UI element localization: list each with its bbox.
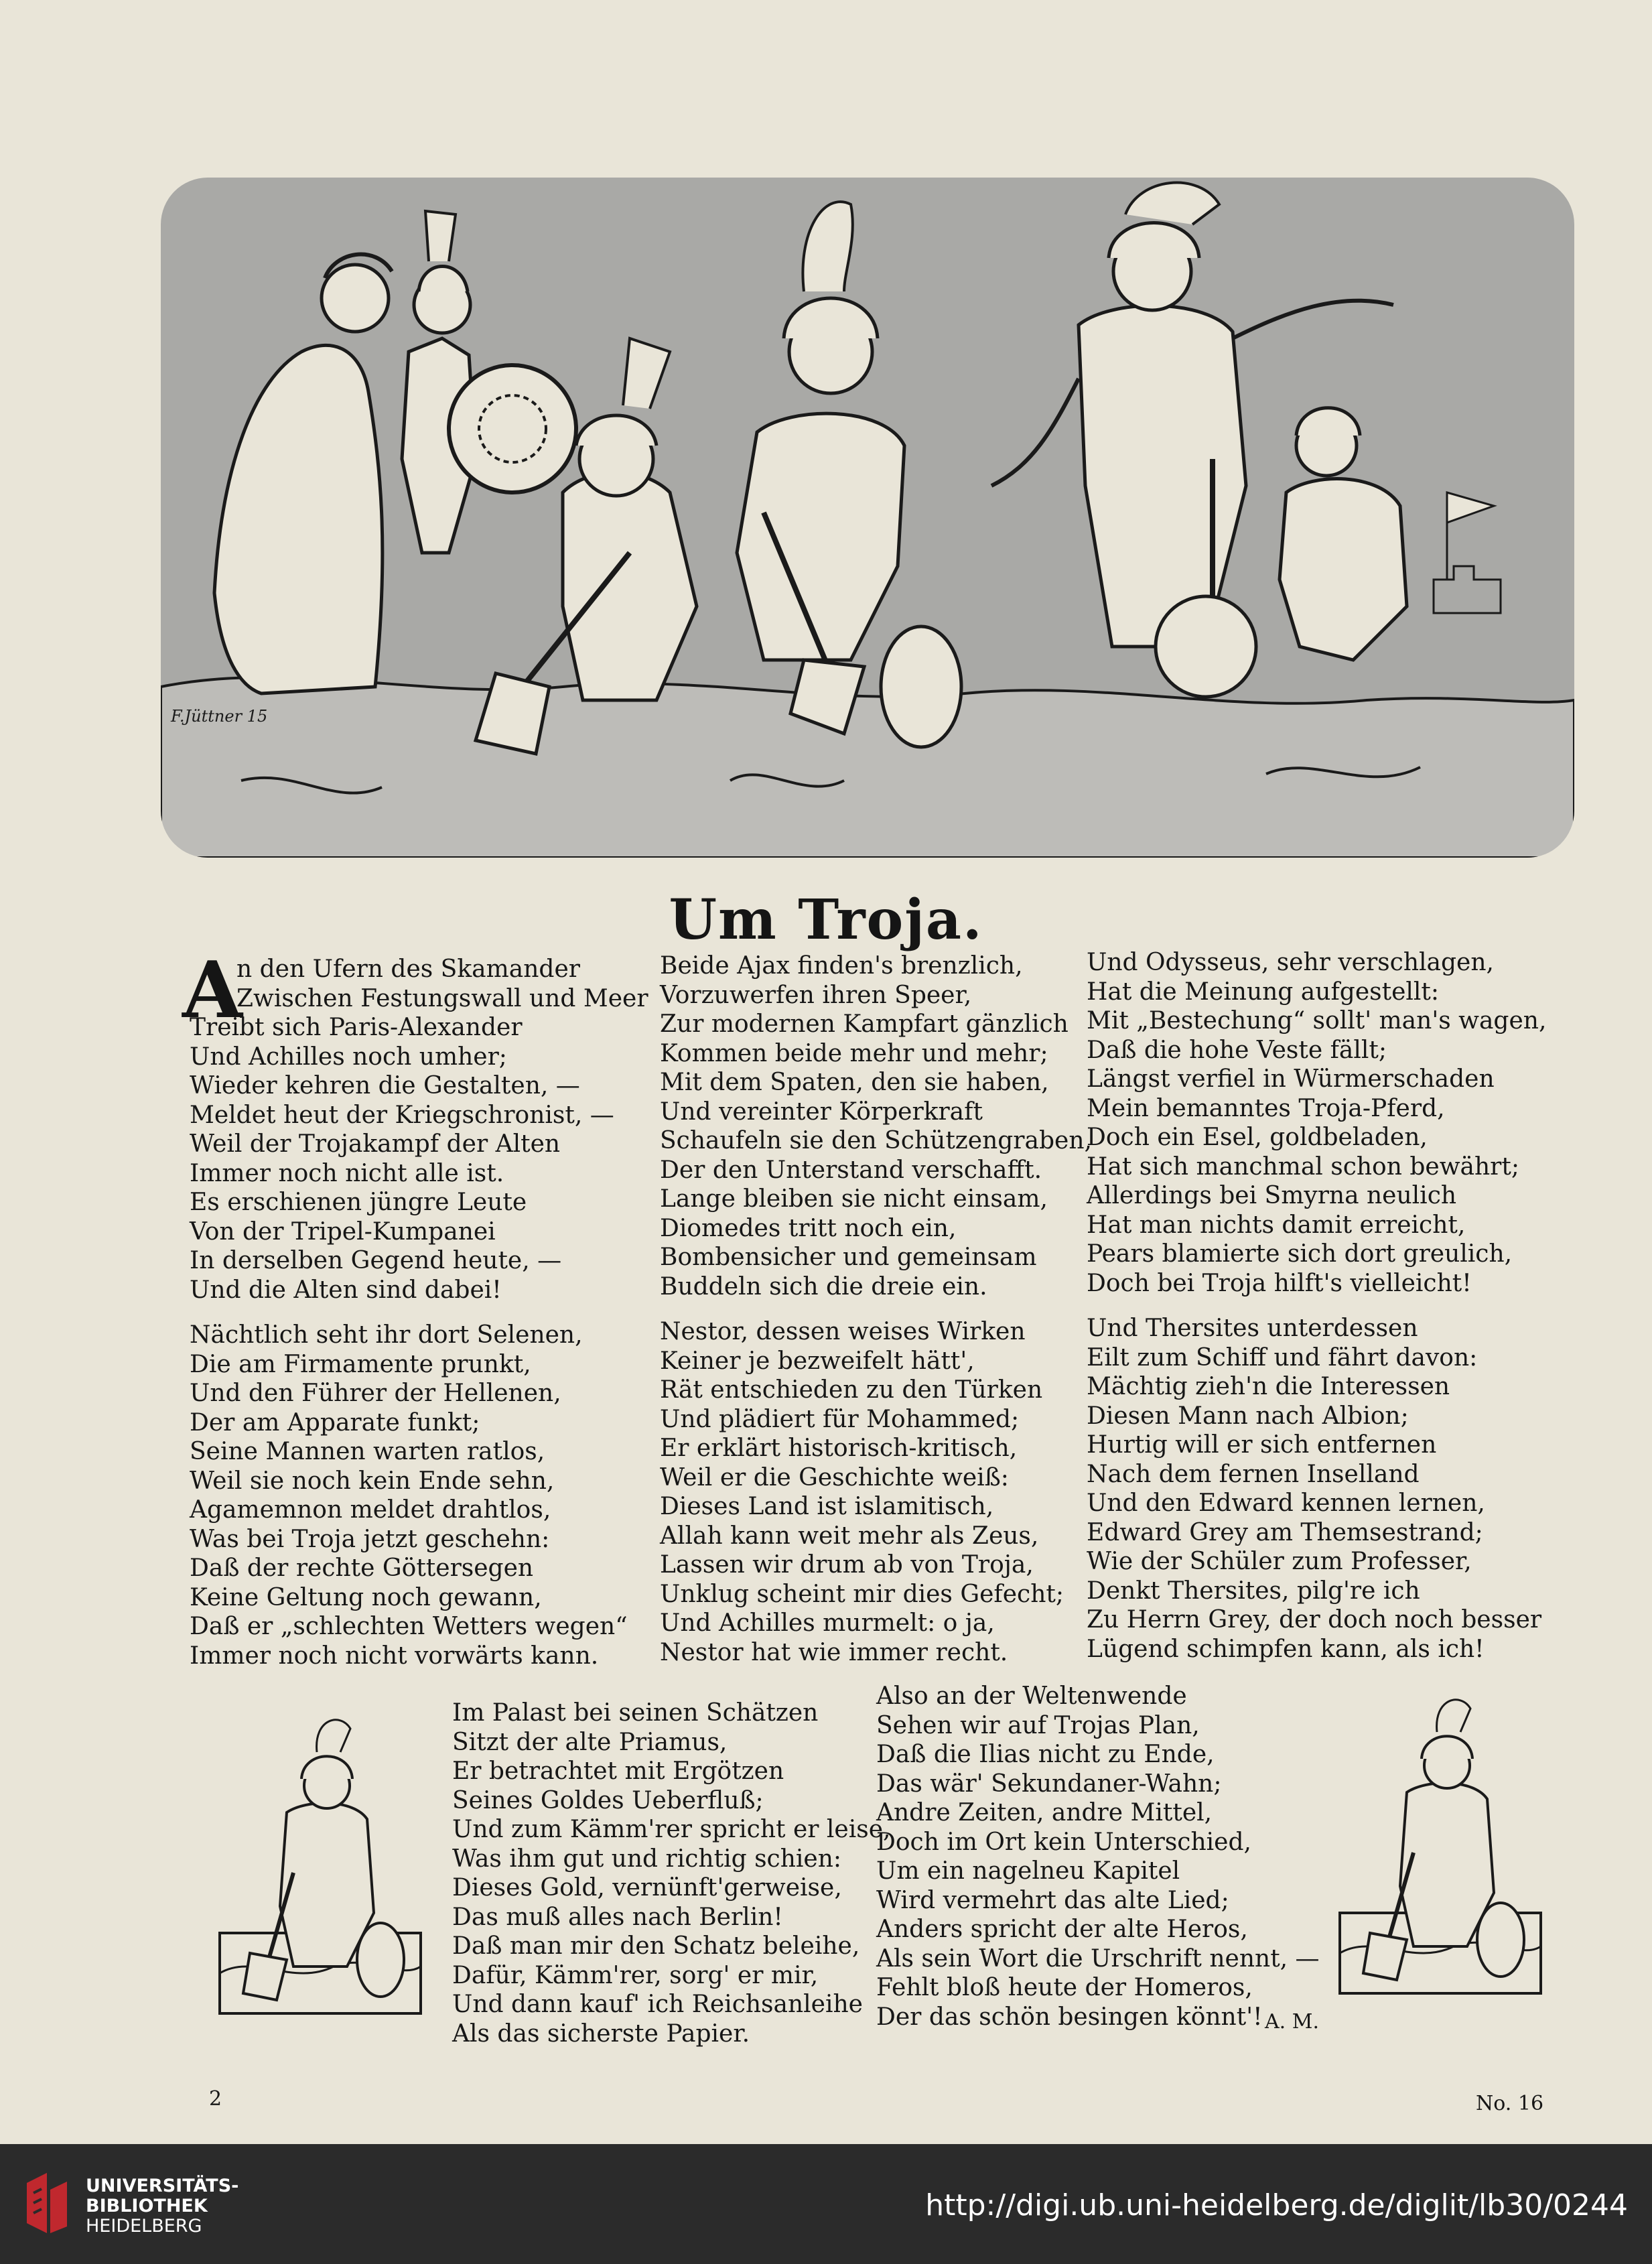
verse-line: Und plädiert für Mohammed; [660,1405,1020,1433]
verse-line: Von der Tripel-Kumpanei [190,1217,496,1246]
verse-line: Andre Zeiten, andre Mittel, [876,1799,1213,1826]
verse-line: Längst verfiel in Würmerschaden [1087,1065,1495,1093]
verse-line: Im Palast bei seinen Schätzen [452,1699,819,1727]
verse-line: Sitzt der alte Priamus, [452,1728,728,1756]
verse-line: Mein bemanntes Troja-Pferd, [1087,1094,1445,1122]
verse-line: Immer noch nicht vorwärts kann. [190,1642,599,1670]
verse-line: Und Achilles murmelt: o ja, [660,1609,995,1637]
verse-line: Seine Mannen warten ratlos, [190,1438,545,1465]
poem-column-c [1087,948,1546,1680]
verse-line: Nach dem fernen Inselland [1087,1460,1420,1488]
poem-column-b [660,951,1092,1683]
verse-line: Es erschienen jüngre Leute [190,1189,527,1216]
verse-line: Mächtig zieh'n die Interessen [1087,1373,1450,1400]
verse-line: Daß er „schlechten Wetters wegen“ [190,1613,628,1640]
digging-soldier-vignette-icon [213,1712,427,2020]
verse-line: Pears blamierte sich dort greulich, [1087,1240,1513,1268]
verse-line: Diomedes tritt noch ein, [660,1214,957,1242]
library-name-line: UNIVERSITÄTS- [86,2176,239,2196]
verse-line: Immer noch nicht alle ist. [190,1159,504,1187]
verse-line: Lügend schimpfen kann, als ich! [1087,1635,1485,1663]
verse-line: Hat sich manchmal schon bewährt; [1087,1152,1519,1181]
verse-line: Er betrachtet mit Ergötzen [452,1757,784,1785]
verse-line: Als das sicherste Papier. [452,2019,750,2048]
verse-line: Lassen wir drum ab von Troja, [660,1551,1034,1579]
verse-line: n den Ufern des Skamander [236,955,580,983]
verse-line: Und den Führer der Hellenen, [190,1380,561,1407]
verse-line: Und dann kauf' ich Reichsanleihe [452,1991,863,2018]
verse-line: Anders spricht der alte Heros, [876,1916,1248,1943]
verse-line: Buddeln sich die dreie ein. [660,1272,987,1301]
verse-line: Hat man nichts damit erreicht, [1087,1211,1466,1239]
verse-line: Bombensicher und gemeinsam [660,1244,1037,1271]
verse-line: Doch ein Esel, goldbeladen, [1087,1124,1428,1151]
verse-line: Dieses Gold, vernünft'gerweise, [452,1874,842,1902]
verse-line: Daß der rechte Göttersegen [190,1554,534,1582]
trench-soldiers-illustration-icon [161,178,1574,858]
viewer-footer [0,2144,1652,2264]
verse-line: Daß man mir den Schatz beleihe, [452,1932,860,1960]
verse-line: Keiner je bezweifelt hätt', [660,1347,975,1375]
verse-line: Schaufeln sie den Schützengraben, [660,1127,1092,1154]
digging-soldier-vignette-icon [1333,1692,1547,2000]
verse-line: Als sein Wort die Urschrift nennt, — [876,1944,1320,1973]
verse-line: Doch im Ort kein Unterschied, [876,1828,1251,1856]
stanza [660,1317,1092,1667]
verse-line: Und die Alten sind dabei! [190,1276,502,1304]
verse-line: Agamemnon meldet drahtlos, [190,1496,551,1524]
verse-line: Und Odysseus, sehr verschlagen, [1087,949,1494,976]
verse-line: Lange bleiben sie nicht einsam, [660,1185,1048,1213]
verse-line: Nächtlich seht ihr dort Selenen, [190,1321,583,1349]
verse-line: Diesen Mann nach Albion; [1087,1402,1409,1430]
illustration-signature: F.Jüttner 15 [171,707,268,726]
verse-line: Und den Edward kennen lernen, [1087,1489,1485,1517]
issue-number: No. 16 [1476,2092,1544,2115]
verse-line: Und Achilles noch umher; [190,1043,507,1071]
verse-line: Hat die Meinung aufgestellt: [1087,978,1439,1006]
verse-line: Fehlt bloß heute der Homeros, [876,1974,1253,2001]
verse-line: Der das schön besingen könnt'! [876,2003,1263,2031]
verse-line: Wird vermehrt das alte Lied; [876,1886,1229,1914]
verse-line: Meldet heut der Kriegschronist, — [190,1101,614,1129]
verse-line: Weil sie noch kein Ende sehn, [190,1467,555,1495]
poem-column-e [876,1682,1320,2032]
verse-line: Keine Geltung noch gewann, [190,1583,542,1611]
verse-line: Und Thersites unterdessen [1087,1315,1418,1342]
verse-line: Nestor hat wie immer recht. [660,1638,1008,1666]
verse-line: Das wär' Sekundaner-Wahn; [876,1770,1222,1798]
verse-line: Dieses Land ist islamitisch, [660,1493,994,1520]
library-name-line: HEIDELBERG [86,2216,202,2237]
verse-line: Und zum Kämm'rer spricht er leise, [452,1816,891,1843]
verse-line: Vorzuwerfen ihren Speer, [660,981,972,1009]
verse-line: Und vereinter Körperkraft [660,1097,983,1126]
source-url-link[interactable]: http://digi.ub.uni-heidelberg.de/diglit/lb30/0244 [925,2188,1628,2222]
verse-line: Um ein nagelneu Kapitel [876,1857,1180,1885]
verse-line: Das muß alles nach Berlin! [452,1903,783,1931]
verse-line: Er erklärt historisch-kritisch, [660,1435,1018,1462]
verse-line: Die am Firmamente prunkt, [190,1350,531,1378]
university-library-logo-icon[interactable] [20,2170,74,2237]
library-name[interactable] [86,2176,238,2237]
verse-line: Rät entschieden zu den Türken [660,1376,1043,1404]
verse-line: Was bei Troja jetzt geschehn: [190,1525,550,1553]
verse-line: Wieder kehren die Gestalten, — [190,1072,580,1100]
stanza [660,951,1092,1301]
poem-title: Um Troja. [669,888,983,952]
verse-line: Kommen beide mehr und mehr; [660,1039,1048,1067]
verse-line: Zwischen Festungswall und Meer [236,984,648,1012]
verse-line: Was ihm gut und richtig schien: [452,1845,842,1873]
verse-line: Allah kann weit mehr als Zeus, [660,1522,1039,1550]
verse-line: Mit „Bestechung“ sollt' man's wagen, [1087,1007,1547,1035]
verse-line: Denkt Thersites, pilg're ich [1087,1577,1420,1605]
stanza [1087,1314,1546,1664]
verse-line: Eilt zum Schiff und fährt davon: [1087,1343,1478,1372]
verse-line: Weil er die Geschichte weiß: [660,1463,1009,1491]
author-initials: A. M. [1265,2010,1319,2034]
stanza [190,1321,648,1670]
stanza [190,955,648,1305]
verse-line: Weil der Trojakampf der Alten [190,1130,561,1158]
verse-line: Zur modernen Kampfart gänzlich [660,1010,1069,1038]
poem-column-a [190,955,648,1686]
verse-line: Wie der Schüler zum Professer, [1087,1548,1472,1575]
verse-line: Nestor, dessen weises Wirken [660,1318,1026,1345]
verse-line: Doch bei Troja hilft's vielleicht! [1087,1269,1472,1297]
library-name-line: BIBLIOTHEK [86,2196,208,2216]
verse-line: Also an der Weltenwende [876,1682,1187,1710]
verse-line: Zu Herrn Grey, der doch noch besser [1087,1606,1542,1634]
verse-line: Seines Goldes Ueberfluß; [452,1786,764,1814]
verse-line: Daß die hohe Veste fällt; [1087,1036,1387,1064]
verse-line: In derselben Gegend heute, — [190,1247,562,1274]
verse-line: Der den Unterstand verschafft. [660,1156,1042,1184]
verse-line: Der am Apparate funkt; [190,1408,480,1437]
drop-cap: A [182,945,243,1036]
verse-line: Edward Grey am Themsestrand; [1087,1518,1483,1546]
verse-line: Treibt sich Paris-Alexander [190,1014,523,1041]
page-number: 2 [209,2087,222,2111]
poem-column-d [452,1699,890,2048]
verse-line: Allerdings bei Smyrna neulich [1087,1182,1457,1209]
verse-line: Dafür, Kämm'rer, sorg' er mir, [452,1961,819,1989]
verse-line: Hurtig will er sich entfernen [1087,1431,1437,1459]
verse-line: Daß die Ilias nicht zu Ende, [876,1741,1215,1768]
verse-line: Sehen wir auf Trojas Plan, [876,1711,1200,1739]
verse-line: Mit dem Spaten, den sie haben, [660,1069,1049,1096]
stanza [1087,948,1546,1298]
verse-line: Unklug scheint mir dies Gefecht; [660,1580,1064,1608]
verse-line: Beide Ajax finden's brenzlich, [660,952,1023,980]
